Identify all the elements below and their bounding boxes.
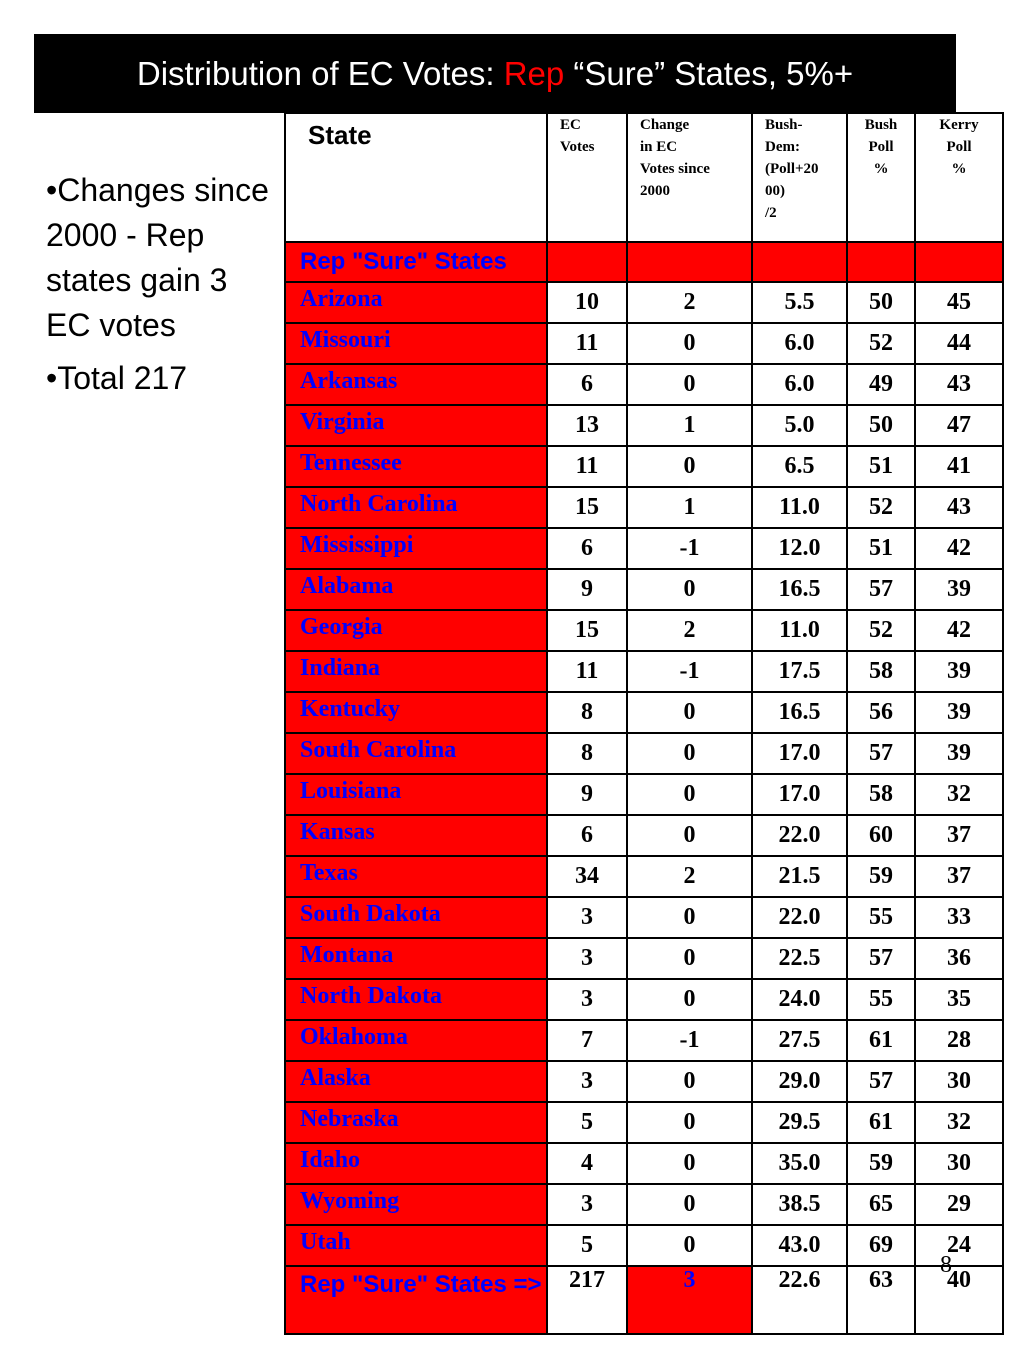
state-name-cell: Tennessee bbox=[285, 446, 547, 487]
kerry-poll-cell: 28 bbox=[915, 1020, 1003, 1061]
bush-dem-cell: 11.0 bbox=[752, 610, 847, 651]
state-name-cell: Missouri bbox=[285, 323, 547, 364]
change-ec-cell: 0 bbox=[627, 815, 752, 856]
bush-dem-cell: 43.0 bbox=[752, 1225, 847, 1266]
kerry-poll-cell: 43 bbox=[915, 364, 1003, 405]
kerry-poll-cell: 30 bbox=[915, 1061, 1003, 1102]
state-name-cell: Kansas bbox=[285, 815, 547, 856]
table-row bbox=[285, 979, 1003, 1020]
state-name-cell: Mississippi bbox=[285, 528, 547, 569]
change-ec-cell: 2 bbox=[627, 610, 752, 651]
bush-poll-cell: 55 bbox=[847, 979, 915, 1020]
change-ec-cell: -1 bbox=[627, 651, 752, 692]
bush-dem-cell: 38.5 bbox=[752, 1184, 847, 1225]
kerry-poll-cell: 39 bbox=[915, 692, 1003, 733]
bush-dem-cell: 29.5 bbox=[752, 1102, 847, 1143]
total-change: 3 bbox=[627, 1266, 752, 1334]
table-header-row bbox=[285, 113, 1003, 242]
kerry-poll-cell: 30 bbox=[915, 1143, 1003, 1184]
ec-votes-cell: 15 bbox=[547, 610, 627, 651]
ec-votes-cell: 15 bbox=[547, 487, 627, 528]
table-cell bbox=[915, 242, 1003, 282]
kerry-poll-cell: 47 bbox=[915, 405, 1003, 446]
ec-votes-cell: 7 bbox=[547, 1020, 627, 1061]
change-ec-cell: 0 bbox=[627, 1102, 752, 1143]
bush-poll-cell: 58 bbox=[847, 774, 915, 815]
bush-dem-cell: 21.5 bbox=[752, 856, 847, 897]
bush-dem-cell: 27.5 bbox=[752, 1020, 847, 1061]
kerry-poll-cell: 44 bbox=[915, 323, 1003, 364]
bullet-list bbox=[46, 168, 276, 409]
table-row bbox=[285, 1184, 1003, 1225]
state-name-cell: South Carolina bbox=[285, 733, 547, 774]
section-row bbox=[285, 242, 1003, 282]
title-suffix: “Sure” States, 5%+ bbox=[564, 54, 854, 92]
table-row bbox=[285, 774, 1003, 815]
state-name-cell: Texas bbox=[285, 856, 547, 897]
state-name-cell: Arizona bbox=[285, 282, 547, 323]
bush-dem-cell: 17.5 bbox=[752, 651, 847, 692]
ec-votes-cell: 6 bbox=[547, 528, 627, 569]
ec-votes-cell: 11 bbox=[547, 323, 627, 364]
change-ec-cell: -1 bbox=[627, 528, 752, 569]
change-ec-cell: 0 bbox=[627, 979, 752, 1020]
ec-votes-cell: 3 bbox=[547, 897, 627, 938]
ec-votes-table bbox=[284, 112, 1004, 1335]
bush-poll-cell: 51 bbox=[847, 446, 915, 487]
change-ec-cell: 1 bbox=[627, 487, 752, 528]
table-row bbox=[285, 610, 1003, 651]
change-ec-cell: 0 bbox=[627, 1061, 752, 1102]
change-ec-cell: -1 bbox=[627, 1020, 752, 1061]
table-row bbox=[285, 528, 1003, 569]
page-number: 8 bbox=[940, 1252, 952, 1278]
bush-poll-cell: 49 bbox=[847, 364, 915, 405]
table-row bbox=[285, 692, 1003, 733]
kerry-poll-cell: 29 bbox=[915, 1184, 1003, 1225]
section-label: Rep "Sure" States bbox=[285, 242, 547, 282]
change-ec-cell: 0 bbox=[627, 446, 752, 487]
bush-poll-cell: 56 bbox=[847, 692, 915, 733]
change-ec-cell: 0 bbox=[627, 774, 752, 815]
bush-poll-cell: 51 bbox=[847, 528, 915, 569]
ec-votes-cell: 5 bbox=[547, 1225, 627, 1266]
total-ec-votes: 217 bbox=[547, 1266, 627, 1334]
table-row bbox=[285, 1225, 1003, 1266]
total-bush-dem: 22.6 bbox=[752, 1266, 847, 1334]
table-row bbox=[285, 446, 1003, 487]
state-name-cell: Utah bbox=[285, 1225, 547, 1266]
kerry-poll-cell: 24 bbox=[915, 1225, 1003, 1266]
title-highlight: Rep bbox=[503, 54, 565, 92]
table-row bbox=[285, 1061, 1003, 1102]
kerry-poll-cell: 42 bbox=[915, 528, 1003, 569]
change-ec-cell: 0 bbox=[627, 1143, 752, 1184]
ec-votes-cell: 10 bbox=[547, 282, 627, 323]
ec-votes-cell: 34 bbox=[547, 856, 627, 897]
bush-dem-cell: 17.0 bbox=[752, 733, 847, 774]
bush-poll-cell: 65 bbox=[847, 1184, 915, 1225]
ec-votes-cell: 6 bbox=[547, 815, 627, 856]
total-label: Rep "Sure" States => bbox=[285, 1266, 547, 1334]
table-row bbox=[285, 897, 1003, 938]
table-row bbox=[285, 1143, 1003, 1184]
change-ec-cell: 1 bbox=[627, 405, 752, 446]
bush-poll-cell: 52 bbox=[847, 323, 915, 364]
change-ec-cell: 0 bbox=[627, 323, 752, 364]
kerry-poll-cell: 32 bbox=[915, 774, 1003, 815]
table-cell bbox=[847, 242, 915, 282]
kerry-poll-cell: 43 bbox=[915, 487, 1003, 528]
bush-poll-cell: 52 bbox=[847, 487, 915, 528]
ec-votes-cell: 8 bbox=[547, 733, 627, 774]
kerry-poll-cell: 39 bbox=[915, 569, 1003, 610]
header-kerry-poll: Kerry Poll % bbox=[915, 113, 1003, 242]
state-name-cell: Indiana bbox=[285, 651, 547, 692]
change-ec-cell: 0 bbox=[627, 897, 752, 938]
state-name-cell: North Carolina bbox=[285, 487, 547, 528]
header-state: State bbox=[285, 113, 547, 242]
kerry-poll-cell: 37 bbox=[915, 815, 1003, 856]
bush-poll-cell: 57 bbox=[847, 733, 915, 774]
bush-dem-cell: 5.5 bbox=[752, 282, 847, 323]
state-name-cell: Arkansas bbox=[285, 364, 547, 405]
state-name-cell: South Dakota bbox=[285, 897, 547, 938]
ec-votes-cell: 3 bbox=[547, 938, 627, 979]
kerry-poll-cell: 32 bbox=[915, 1102, 1003, 1143]
table-row bbox=[285, 651, 1003, 692]
kerry-poll-cell: 45 bbox=[915, 282, 1003, 323]
change-ec-cell: 2 bbox=[627, 856, 752, 897]
bush-poll-cell: 57 bbox=[847, 1061, 915, 1102]
kerry-poll-cell: 36 bbox=[915, 938, 1003, 979]
bush-dem-cell: 11.0 bbox=[752, 487, 847, 528]
bush-poll-cell: 50 bbox=[847, 405, 915, 446]
bush-dem-cell: 22.5 bbox=[752, 938, 847, 979]
ec-votes-cell: 9 bbox=[547, 774, 627, 815]
state-name-cell: Louisiana bbox=[285, 774, 547, 815]
state-name-cell: Alaska bbox=[285, 1061, 547, 1102]
change-ec-cell: 0 bbox=[627, 692, 752, 733]
bush-poll-cell: 61 bbox=[847, 1020, 915, 1061]
bush-dem-cell: 24.0 bbox=[752, 979, 847, 1020]
table-row bbox=[285, 938, 1003, 979]
table-row bbox=[285, 364, 1003, 405]
state-name-cell: Wyoming bbox=[285, 1184, 547, 1225]
bush-dem-cell: 29.0 bbox=[752, 1061, 847, 1102]
ec-votes-cell: 13 bbox=[547, 405, 627, 446]
state-name-cell: Idaho bbox=[285, 1143, 547, 1184]
bullet-item: •Changes since 2000 - Rep states gain 3 EC votes bbox=[46, 172, 269, 343]
bush-dem-cell: 6.5 bbox=[752, 446, 847, 487]
state-name-cell: Kentucky bbox=[285, 692, 547, 733]
kerry-poll-cell: 33 bbox=[915, 897, 1003, 938]
change-ec-cell: 2 bbox=[627, 282, 752, 323]
kerry-poll-cell: 39 bbox=[915, 733, 1003, 774]
table-row bbox=[285, 487, 1003, 528]
ec-votes-cell: 3 bbox=[547, 979, 627, 1020]
change-ec-cell: 0 bbox=[627, 1184, 752, 1225]
total-bush-poll: 63 bbox=[847, 1266, 915, 1334]
bush-dem-cell: 16.5 bbox=[752, 569, 847, 610]
table-row bbox=[285, 1102, 1003, 1143]
state-name-cell: Nebraska bbox=[285, 1102, 547, 1143]
ec-votes-cell: 11 bbox=[547, 446, 627, 487]
bush-dem-cell: 6.0 bbox=[752, 323, 847, 364]
table-row bbox=[285, 282, 1003, 323]
bush-dem-cell: 35.0 bbox=[752, 1143, 847, 1184]
change-ec-cell: 0 bbox=[627, 364, 752, 405]
bush-poll-cell: 52 bbox=[847, 610, 915, 651]
ec-votes-cell: 9 bbox=[547, 569, 627, 610]
bush-poll-cell: 55 bbox=[847, 897, 915, 938]
table-row bbox=[285, 405, 1003, 446]
table-cell bbox=[547, 242, 627, 282]
table-row bbox=[285, 733, 1003, 774]
table-row bbox=[285, 323, 1003, 364]
ec-votes-cell: 5 bbox=[547, 1102, 627, 1143]
ec-votes-cell: 6 bbox=[547, 364, 627, 405]
bullet-item: •Total 217 bbox=[46, 360, 188, 396]
bush-dem-cell: 6.0 bbox=[752, 364, 847, 405]
table-row bbox=[285, 856, 1003, 897]
bush-poll-cell: 58 bbox=[847, 651, 915, 692]
title-prefix: Distribution of EC Votes: bbox=[136, 54, 504, 92]
ec-votes-cell: 11 bbox=[547, 651, 627, 692]
bush-poll-cell: 57 bbox=[847, 938, 915, 979]
header-ec-votes: EC Votes bbox=[547, 113, 627, 242]
ec-votes-cell: 3 bbox=[547, 1184, 627, 1225]
state-name-cell: Georgia bbox=[285, 610, 547, 651]
kerry-poll-cell: 37 bbox=[915, 856, 1003, 897]
table-cell bbox=[627, 242, 752, 282]
bush-dem-cell: 22.0 bbox=[752, 815, 847, 856]
table-row bbox=[285, 815, 1003, 856]
bush-dem-cell: 12.0 bbox=[752, 528, 847, 569]
bush-poll-cell: 59 bbox=[847, 1143, 915, 1184]
change-ec-cell: 0 bbox=[627, 733, 752, 774]
change-ec-cell: 0 bbox=[627, 1225, 752, 1266]
state-name-cell: Montana bbox=[285, 938, 547, 979]
slide-title bbox=[137, 55, 853, 93]
header-bush-dem: Bush- Dem: (Poll+20 00) /2 bbox=[752, 113, 847, 242]
total-kerry-poll: 40 bbox=[915, 1266, 1003, 1334]
bush-dem-cell: 5.0 bbox=[752, 405, 847, 446]
change-ec-cell: 0 bbox=[627, 569, 752, 610]
bush-poll-cell: 57 bbox=[847, 569, 915, 610]
title-bar bbox=[34, 34, 956, 113]
ec-votes-cell: 3 bbox=[547, 1061, 627, 1102]
bush-poll-cell: 69 bbox=[847, 1225, 915, 1266]
header-bush-poll: Bush Poll % bbox=[847, 113, 915, 242]
bush-dem-cell: 17.0 bbox=[752, 774, 847, 815]
state-name-cell: North Dakota bbox=[285, 979, 547, 1020]
bush-poll-cell: 61 bbox=[847, 1102, 915, 1143]
header-change-ec: Change in EC Votes since 2000 bbox=[627, 113, 752, 242]
bush-poll-cell: 50 bbox=[847, 282, 915, 323]
bush-dem-cell: 16.5 bbox=[752, 692, 847, 733]
bush-poll-cell: 60 bbox=[847, 815, 915, 856]
kerry-poll-cell: 35 bbox=[915, 979, 1003, 1020]
kerry-poll-cell: 41 bbox=[915, 446, 1003, 487]
state-name-cell: Alabama bbox=[285, 569, 547, 610]
ec-votes-cell: 4 bbox=[547, 1143, 627, 1184]
bush-dem-cell: 22.0 bbox=[752, 897, 847, 938]
kerry-poll-cell: 42 bbox=[915, 610, 1003, 651]
state-name-cell: Virginia bbox=[285, 405, 547, 446]
state-name-cell: Oklahoma bbox=[285, 1020, 547, 1061]
change-ec-cell: 0 bbox=[627, 938, 752, 979]
ec-votes-cell: 8 bbox=[547, 692, 627, 733]
kerry-poll-cell: 39 bbox=[915, 651, 1003, 692]
table-row bbox=[285, 1020, 1003, 1061]
bush-poll-cell: 59 bbox=[847, 856, 915, 897]
total-row bbox=[285, 1266, 1003, 1334]
table-row bbox=[285, 569, 1003, 610]
table-cell bbox=[752, 242, 847, 282]
